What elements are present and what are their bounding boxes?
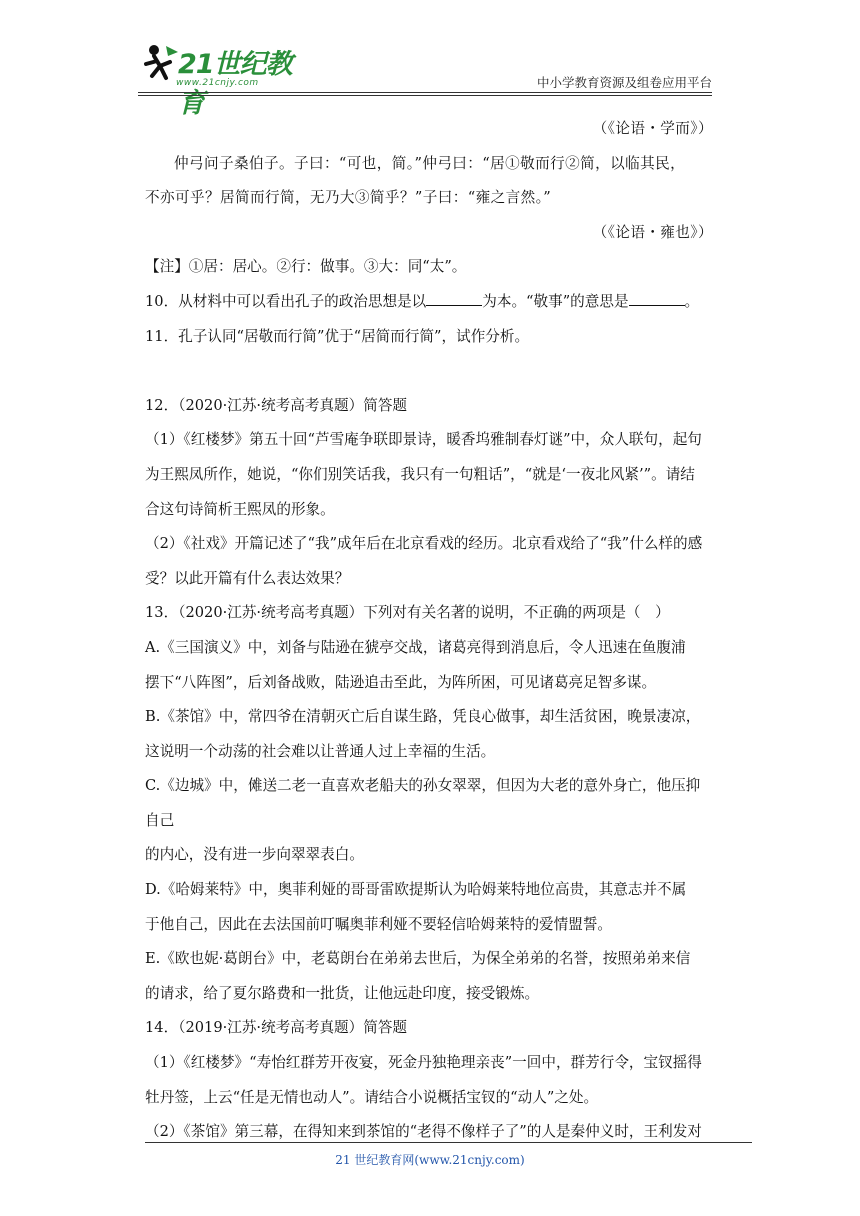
question-12-heading: 12．（2020·江苏·统考高考真题）简答题 [145, 396, 408, 414]
option-d: D.《哈姆莱特》中，奥菲利娅的哥哥雷欧提斯认为哈姆莱特地位高贵，其意志并不属 [145, 881, 687, 899]
header-divider-thin [138, 95, 712, 96]
question-line: 牡丹签，上云“任是无情也动人”。请结合小说概括宝钗的“动人”之处。 [145, 1088, 599, 1106]
logo-text: 21世纪教育 [178, 49, 292, 119]
document-body [145, 112, 715, 1150]
passage-line: 仲弓问子桑伯子。子曰：“可也，简。”仲弓曰：“居①敬而行②简，以临其民， [174, 154, 686, 172]
question-line: （2）《社戏》开篇记述了“我”成年后在北京看戏的经历。北京看戏给了“我”什么样的感 [145, 535, 703, 553]
runner-logo-icon [140, 42, 180, 82]
answer-blank[interactable] [426, 293, 482, 306]
option-e: E.《欧也妮·葛朗台》中，老葛朗台在弟弟去世后，为保全弟弟的名誉，按照弟弟来信 [145, 950, 691, 968]
logo-url: www.21cnjy.com [176, 78, 259, 88]
option-b: B.《茶馆》中，常四爷在清朝灭亡后自谋生路，凭良心做事，却生活贫困，晚景凄凉， [145, 708, 701, 726]
question-line: （1）《红楼梦》“寿怡红群芳开夜宴，死金丹独艳理亲丧”一回中，群芳行令，宝钗摇得 [145, 1054, 702, 1072]
question-line: 为王熙凤所作，她说，“你们别笑话我，我只有一句粗话”，“就是‘一夜北风紧’”。请结 [145, 465, 695, 483]
option-d-cont: 于他自己，因此在去法国前叮嘱奥菲利娅不要轻信哈姆莱特的爱情盟誓。 [145, 915, 613, 933]
option-a-cont: 摆下“八阵图”，后刘备战败，陆逊追击至此，为阵所困，可见诸葛亮足智多谋。 [145, 673, 657, 691]
answer-blank[interactable] [629, 293, 685, 306]
question-text: 10．从材料中可以看出孔子的政治思想是以 [145, 292, 427, 310]
question-line: （1）《红楼梦》第五十回“芦雪庵争联即景诗，暖香坞雅制春灯谜”中，众人联句，起句 [145, 431, 702, 449]
annotation-note: 【注】①居：居心。②行：做事。③大：同“太”。 [145, 258, 467, 276]
footer-link[interactable]: 21 世纪教育网(www.21cnjy.com) [335, 1153, 525, 1167]
question-11: 11．孔子认同“居敬而行简”优于“居简而行简”，试作分析。 [145, 327, 530, 345]
question-13-heading: 13．（2020·江苏·统考高考真题）下列对有关名著的说明，不正确的两项是（ ） [145, 604, 670, 622]
option-b-cont: 这说明一个动荡的社会难以让普通人过上幸福的生活。 [145, 742, 496, 760]
header-divider [138, 92, 712, 93]
platform-title: 中小学教育资源及组卷应用平台 [536, 75, 712, 90]
option-e-cont: 的请求，给了夏尔路费和一批货，让他远赴印度，接受锻炼。 [145, 984, 540, 1002]
passage-line: 不亦可乎？居简而行简，无乃大③简乎？”子曰：“雍之言然。” [145, 189, 552, 207]
footer-divider [145, 1142, 752, 1143]
option-a: A.《三国演义》中，刘备与陆逊在猇亭交战，诸葛亮得到消息后，令人迅速在鱼腹浦 [145, 638, 686, 656]
question-line: 合这句诗简析王熙凤的形象。 [145, 500, 335, 518]
question-text: 为本。“敬事”的意思是 [482, 292, 629, 310]
question-line: 受？以此开篇有什么表达效果？ [145, 569, 350, 587]
source-citation: （《论语・学而》） [592, 120, 713, 137]
option-c-cont: 自己 [145, 811, 175, 829]
option-c: C.《边城》中，傩送二老一直喜欢老船夫的孙女翠翠，但因为大老的意外身亡，他压抑 [145, 777, 701, 795]
site-logo [140, 40, 310, 119]
option-c-cont: 的内心，没有进一步向翠翠表白。 [145, 846, 364, 864]
question-text: 。 [684, 292, 700, 310]
source-citation: （《论语・雍也》） [592, 223, 713, 241]
question-line: （2）《茶馆》第三幕，在得知来到茶馆的“老得不像样子了”的人是秦仲义时，王利发对 [145, 1123, 702, 1141]
question-10 [145, 285, 715, 320]
question-14-heading: 14．（2019·江苏·统考高考真题）简答题 [145, 1019, 408, 1037]
spacer [145, 354, 715, 389]
